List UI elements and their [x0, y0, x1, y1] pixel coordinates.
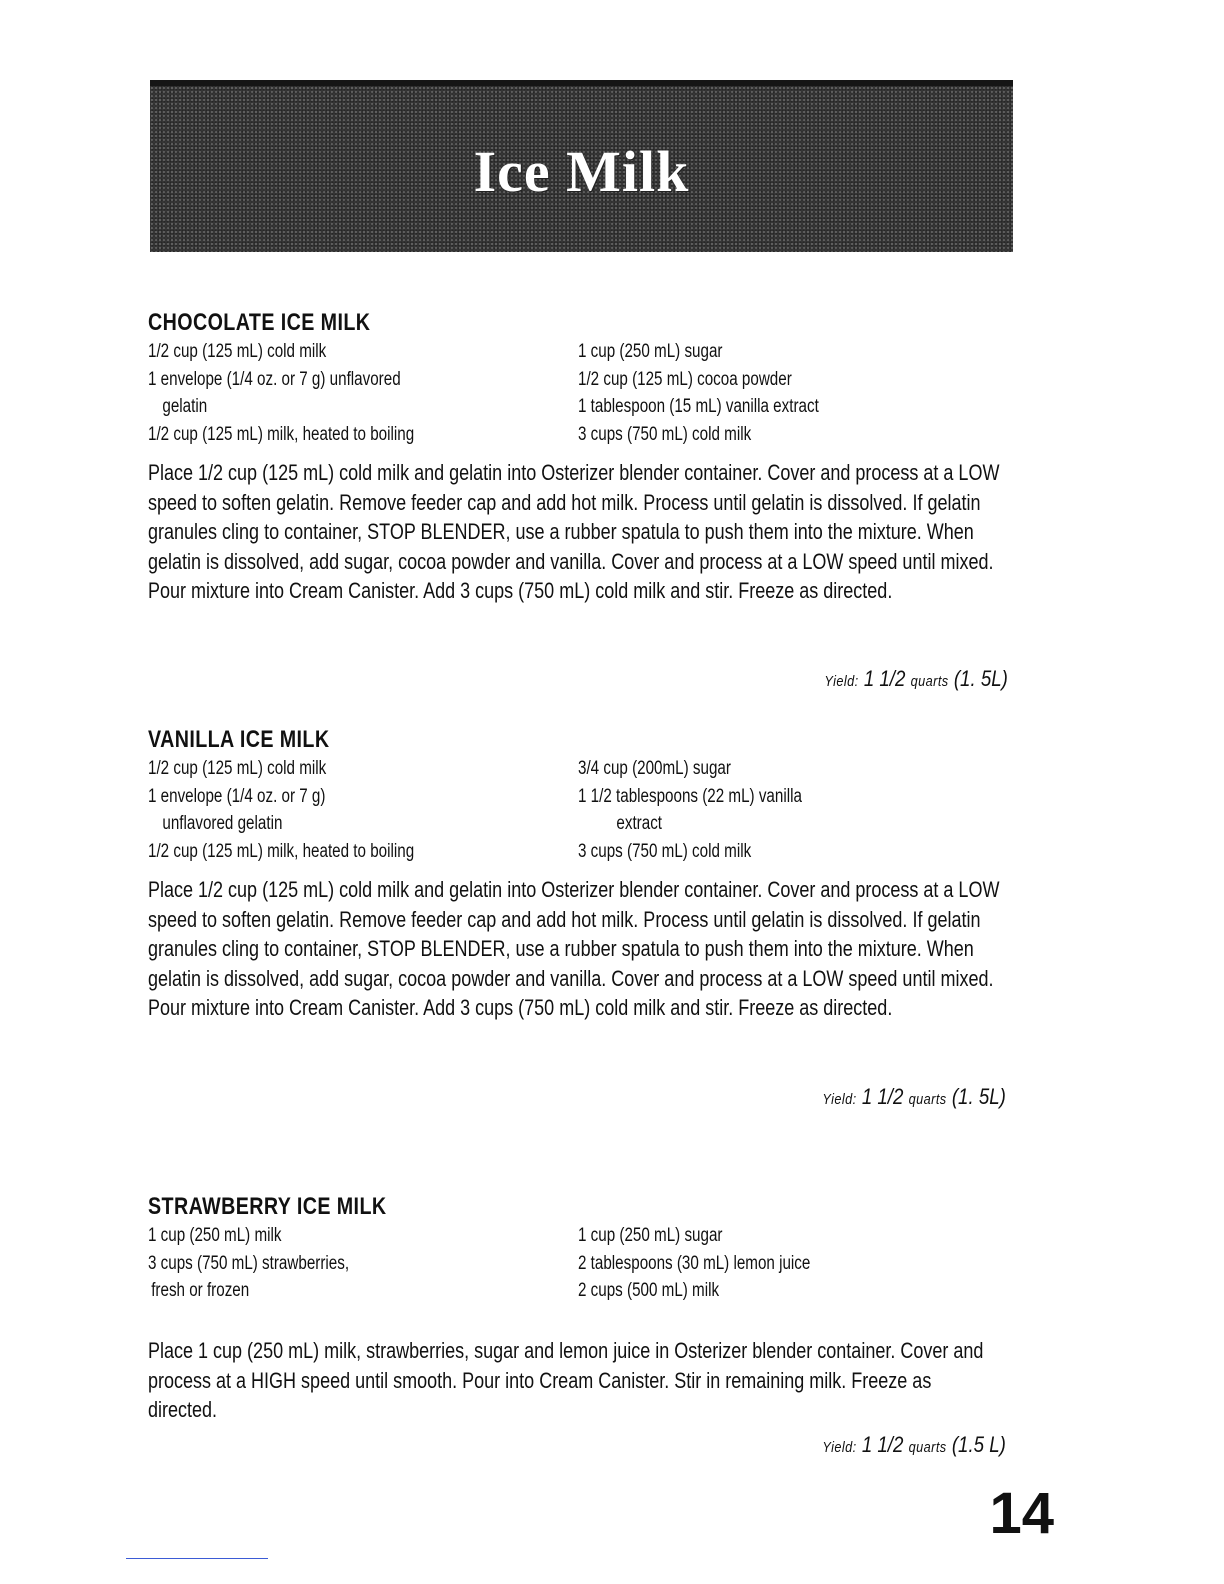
ingredients-left-column [148, 1222, 349, 1305]
yield-unit: quarts [910, 673, 949, 690]
ingredient-item: 2 cups (500 mL) milk [578, 1280, 720, 1301]
method-text: Place 1/2 cup (125 mL) cold milk and gelatin into Osterizer blender container. Cover and process at a LOW speed to soften gelatin. Remove feeder cap and add hot milk. Process until gelatin is dissolved. If gelatin granules cling to container, STOP BLENDER, use a rubber spatula to push them into the mixture. When gelatin is dissolved, add sugar, cocoa powder and vanilla. Cover and process at a LOW speed until mixed. Pour mixture into Cream Canister. Add 3 cups (750 mL) cold milk and stir. Freeze as directed. [148, 460, 1000, 603]
ingredient-item: gelatin [162, 396, 208, 417]
recipe-chocolate [148, 308, 1008, 606]
ingredient-list [148, 338, 1008, 450]
ingredient-item: 3 cups (750 mL) strawberries, [148, 1252, 350, 1274]
yield-unit: quarts [908, 1439, 947, 1456]
ingredient-list [148, 755, 1008, 867]
ingredients-right-column [578, 1222, 810, 1305]
recipe-title: VANILLA ICE MILK [148, 726, 330, 753]
page-number: 14 [989, 1481, 1054, 1546]
ingredient-item: 1 1/2 tablespoons (22 mL) vanilla [578, 785, 802, 807]
ingredients-left-column [148, 755, 414, 865]
page-title: Ice Milk [473, 139, 690, 204]
yield-amount: 1 1/2 [861, 1432, 904, 1457]
recipe-title: STRAWBERRY ICE MILK [148, 1193, 387, 1220]
ingredient-item: 1 cup (250 mL) milk [148, 1225, 282, 1246]
recipe-strawberry [148, 1192, 1008, 1425]
recipe-title: CHOCOLATE ICE MILK [148, 309, 371, 336]
ingredient-item: 1 cup (250 mL) sugar [578, 1225, 723, 1246]
ingredient-item: fresh or frozen [151, 1280, 250, 1301]
yield-label: Yield: [824, 673, 859, 690]
recipe-vanilla [148, 725, 1008, 1023]
ingredient-item: 1 envelope (1/4 oz. or 7 g) unflavored [148, 368, 401, 390]
method-text: Place 1/2 cup (125 mL) cold milk and gelatin into Osterizer blender container. Cover and process at a LOW speed to soften gelatin. Remove feeder cap and add hot milk. Process until gelatin is dissolved. If gelatin granules cling to container, STOP BLENDER, use a rubber spatula to push them into the mixture. When gelatin is dissolved, add sugar, cocoa powder and vanilla. Cover and process at a LOW speed until mixed. Pour mixture into Cream Canister. Add 3 cups (750 mL) cold milk and stir. Freeze as directed. [148, 877, 1000, 1020]
recipe-yield [825, 666, 1008, 692]
ingredient-item: 1 cup (250 mL) sugar [578, 341, 723, 362]
yield-label: Yield: [822, 1439, 857, 1456]
ingredient-item: 1 envelope (1/4 oz. or 7 g) [148, 785, 326, 807]
recipe-method [148, 875, 1004, 1023]
ingredient-item: 1/2 cup (125 mL) milk, heated to boiling [148, 840, 415, 862]
ingredient-item: extract [616, 813, 663, 834]
ingredient-list [148, 1222, 1008, 1306]
ingredient-item: 3 cups (750 mL) cold milk [578, 840, 752, 862]
ingredient-item: 3/4 cup (200mL) sugar [578, 758, 731, 779]
ingredient-item: unflavored gelatin [162, 813, 283, 834]
ingredients-right-column [578, 755, 802, 865]
ingredients-right-column [578, 338, 819, 448]
yield-amount: 1 1/2 [863, 666, 906, 691]
title-banner [150, 80, 1013, 252]
yield-unit: quarts [908, 1091, 947, 1108]
ingredients-left-column [148, 338, 414, 448]
ingredient-item: 3 cups (750 mL) cold milk [578, 423, 752, 445]
recipe-yield [823, 1432, 1006, 1458]
ingredient-item: 1 tablespoon (15 mL) vanilla extract [578, 396, 819, 417]
ingredient-item: 1/2 cup (125 mL) cold milk [148, 758, 327, 779]
recipe-method [148, 458, 1004, 606]
footer-divider [126, 1558, 268, 1559]
recipe-method [148, 1336, 1004, 1425]
yield-metric: (1. 5L) [951, 1084, 1006, 1109]
yield-metric: (1.5 L) [951, 1432, 1006, 1457]
ingredient-item: 1/2 cup (125 mL) milk, heated to boiling [148, 423, 415, 445]
yield-amount: 1 1/2 [861, 1084, 904, 1109]
ingredient-item: 1/2 cup (125 mL) cold milk [148, 341, 327, 362]
yield-label: Yield: [822, 1091, 857, 1108]
ingredient-item: 2 tablespoons (30 mL) lemon juice [578, 1252, 811, 1274]
yield-metric: (1. 5L) [953, 666, 1008, 691]
method-text: Place 1 cup (250 mL) milk, strawberries, sugar and lemon juice in Osterizer blender container. Cover and process at a HIGH speed until smooth. Pour into Cream Canister. Stir in remaining milk. Freeze as directed. [148, 1338, 984, 1422]
recipe-yield [823, 1084, 1006, 1110]
ingredient-item: 1/2 cup (125 mL) cocoa powder [578, 368, 792, 390]
